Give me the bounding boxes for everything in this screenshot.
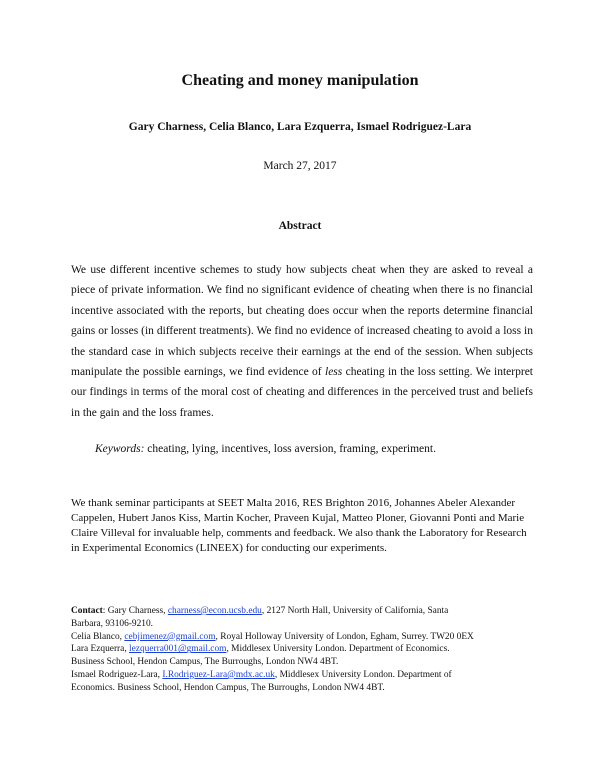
keywords-text: cheating, lying, incentives, loss aversion, framing, experiment.	[144, 443, 436, 455]
contact-label: Contact	[71, 606, 103, 616]
paper-title: Cheating and money manipulation	[181, 72, 419, 89]
ezquerra-email-link[interactable]: lezquerra001@gmail.com	[129, 644, 227, 655]
abstract-text	[71, 260, 533, 423]
contact-line-2: Barbara, 93106-9210.	[71, 618, 154, 629]
contact-line-6: Ismael Rodriguez-Lara, I.Rodriguez-Lara@mdx.ac.uk, Middlesex University London. Department of	[71, 669, 452, 680]
contact-info	[71, 605, 541, 695]
author-list: Gary Charness, Celia Blanco, Lara Ezquerra, Ismael Rodriguez-Lara	[128, 121, 472, 133]
contact-line-7: Economics. Business School, Hendon Campus, The Burroughs, London NW4 4BT.	[71, 682, 385, 693]
contact-line-5: Business School, Hendon Campus, The Burroughs, London NW4 4BT.	[71, 657, 339, 668]
blanco-email-link[interactable]: cebjimenez@gmail.com	[124, 631, 216, 642]
contact-line-4: Lara Ezquerra, lezquerra001@gmail.com, Middlesex University London. Department of Economics.	[71, 644, 450, 655]
paper-date: March 27, 2017	[263, 160, 337, 172]
contact-line-1: Contact: Gary Charness, charness@econ.ucsb.edu, 2127 North Hall, University of California, Santa	[71, 606, 449, 616]
abstract-part-1: We use different incentive schemes to study how subjects cheat when they are asked to reveal a piece of private information. We find no significant evidence of cheating when there is no financial incentive associated with the reports, but cheating does occur when the reports determine financial gains or losses (in different treatments). We find no evidence of increased cheating to avoid a loss in the standard case in which subjects receive their earnings at the end of the session. When subjects manipulate the possible earnings, we find evidence of	[71, 264, 533, 379]
contact-line-3: Celia Blanco, cebjimenez@gmail.com, Royal Holloway University of London, Egham, Surrey. TW20 0EX	[71, 631, 474, 642]
abstract-part-2: cheating in the loss setting. We interpret our findings in terms of the moral cost of cheating and differences in the perceived trust and beliefs in the gain and the loss frames.	[71, 366, 533, 419]
abstract-emphasis: less	[325, 366, 343, 379]
acknowledgements: We thank seminar participants at SEET Malta 2016, RES Brighton 2016, Johannes Abeler Alexander Cappelen, Hubert Janos Kiss, Martin Kocher, Praveen Kujal, Matteo Ploner, Giovanni Ponti and Marie Claire Villeval for invaluable help, comments and feedback. We also thank the Laboratory for Research in Experimental Economics (LINEEX) for conducting our experiments.	[71, 497, 527, 554]
charness-email-link[interactable]: charness@econ.ucsb.edu	[167, 606, 262, 616]
keywords	[95, 443, 525, 455]
abstract-heading: Abstract	[278, 220, 322, 232]
rodriguez-email-link[interactable]: I.Rodriguez-Lara@mdx.ac.uk	[162, 669, 275, 680]
keywords-label: Keywords:	[95, 443, 145, 455]
